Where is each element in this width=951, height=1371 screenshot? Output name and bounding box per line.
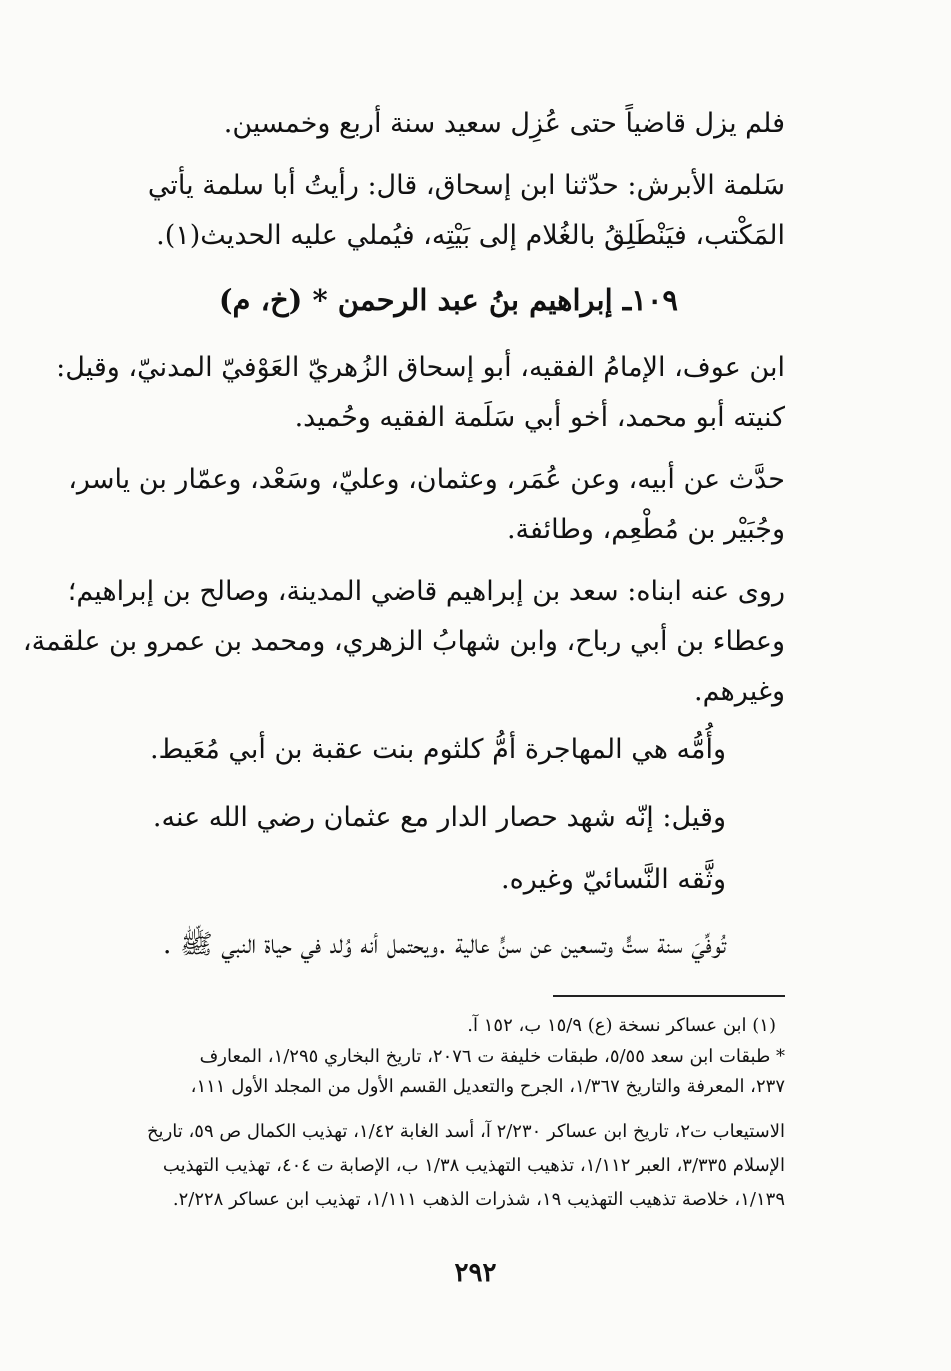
- text-line-1: فلم يزل قاضياً حتى عُزِل سعيد سنة أربع وخمسين.: [223, 108, 785, 139]
- text-line-13: وقيل: إنّه شهد حصار الدار مع عثمان رضي الله عنه.: [152, 802, 726, 833]
- footnote-2-line-4: الإسلام ٣/٣٣٥، العبر ١/١١٢، تذهيب التهذيب ١/٣٨ ب، الإصابة ت ٤٠٤، تهذيب التهذيب: [162, 1155, 785, 1176]
- text-line-6: كنيته أبو محمد، أخو أبي سَلَمة الفقيه وحُميد.: [294, 402, 785, 433]
- text-line-7: حدَّث عن أبيه، وعن عُمَر، وعثمان، وعليّ، وسَعْد، وعمّار بن ياسر،: [68, 464, 785, 495]
- text-line-15: تُوفِّيَ سنة ستٍّ وتسعين عن سنٍّ عالية .ويحتمل أنه وُلد في حياة النبي ﷺ .: [162, 929, 726, 960]
- text-line-12: وأُمُّه هي المهاجرة أمُّ كلثوم بنت عقبة بن أبي مُعَيط.: [149, 734, 726, 765]
- text-line-10: وعطاء بن أبي رباح، وابن شهابُ الزهري، ومحمد بن عمرو بن علقمة،: [22, 626, 785, 657]
- text-line-8: وجُبَيْر بن مُطْعِم، وطائفة.: [506, 514, 785, 545]
- text-line-14: وثَّقه النَّسائيّ وغيره.: [501, 864, 726, 895]
- footnote-1: (١) ابن عساكر نسخة (ع) ١٥/٩ ب، ١٥٢ آ.: [467, 1015, 776, 1036]
- footnote-2-line-3: الاستيعاب ت٢، تاريخ ابن عساكر ٢/٢٣٠ آ، أسد الغابة ١/٤٢، تهذيب الكمال ص ٥٩، تاريخ: [146, 1121, 785, 1142]
- text-line-11: وغيرهم.: [694, 676, 785, 707]
- footnote-divider: [553, 995, 785, 997]
- footnote-2-line-2: ٢٣٧، المعرفة والتاريخ ١/٣٦٧، الجرح والتعديل القسم الأول من المجلد الأول ١١١،: [190, 1076, 785, 1097]
- footnote-2-line-1: * طبقات ابن سعد ٥/٥٥، طبقات خليفة ت ٢٠٧٦، تاريخ البخاري ١/٢٩٥، المعارف: [199, 1046, 785, 1067]
- text-line-3: المَكْتب، فيَنْطَلِقُ بالغُلام إلى بَيْتِه، فيُملي عليه الحديث(١).: [156, 220, 785, 251]
- page-number: ٢٩٢: [454, 1258, 497, 1288]
- footnote-2-line-5: ١/١٣٩، خلاصة تذهيب التهذيب ١٩، شذرات الذهب ١/١١١، تهذيب ابن عساكر ٢/٢٢٨.: [172, 1189, 785, 1210]
- entry-heading: ١٠٩ـ إبراهيم بنُ عبد الرحمن * (خ، م): [218, 283, 678, 317]
- text-line-5: ابن عوف، الإمامُ الفقيه، أبو إسحاق الزُهريّ العَوْفيّ المدنيّ، وقيل:: [56, 352, 785, 383]
- text-line-9: روى عنه ابناه: سعد بن إبراهيم قاضي المدينة، وصالح بن إبراهيم؛: [67, 576, 785, 607]
- text-line-2: سَلمة الأبرش: حدّثنا ابن إسحاق، قال: رأيتُ أبا سلمة يأتي: [147, 170, 785, 201]
